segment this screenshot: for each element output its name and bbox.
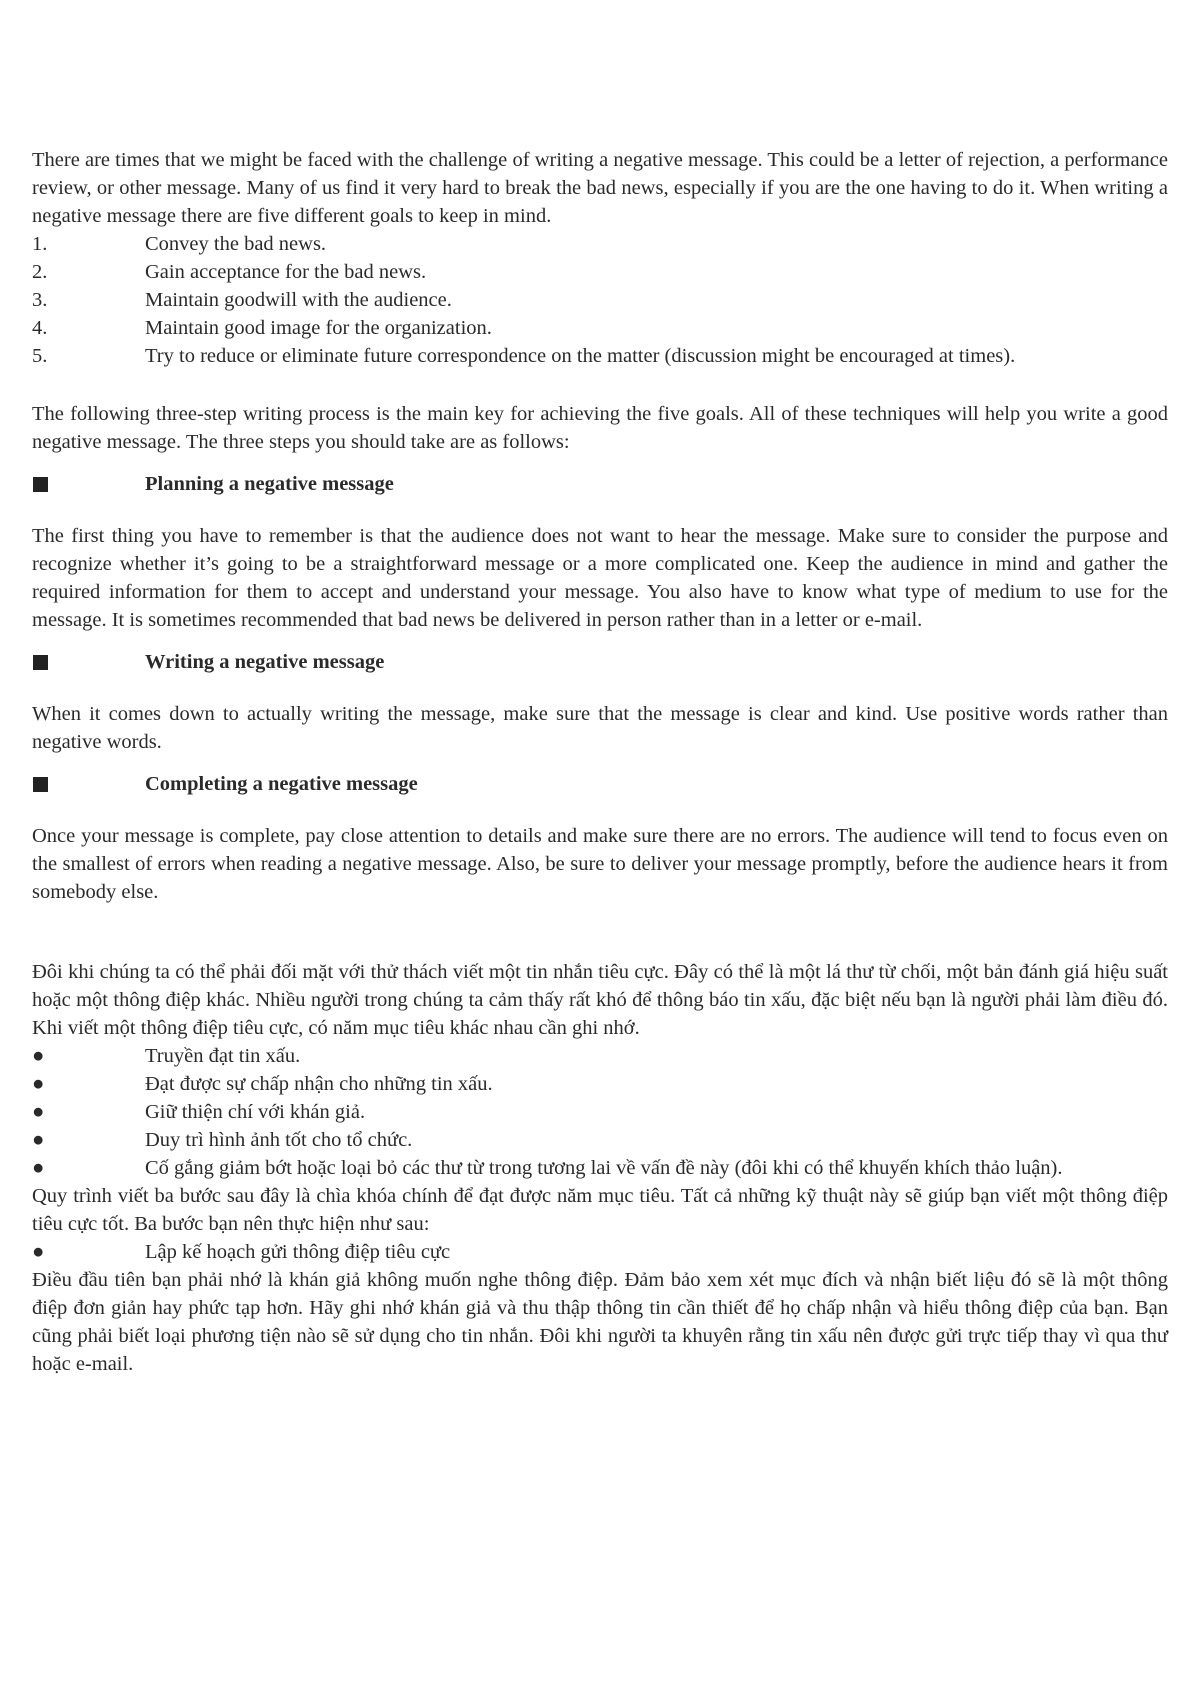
list-item-text: Giữ thiện chí với khán giả. bbox=[145, 1101, 366, 1123]
list-item bbox=[32, 1098, 1168, 1126]
bullet-dot-icon: ● bbox=[32, 1241, 45, 1263]
square-bullet-icon bbox=[33, 777, 48, 792]
vietnamese-planning-paragraph: Điều đầu tiên bạn phải nhớ là khán giả không muốn nghe thông điệp. Đảm bảo xem xét mục đích và nhận biết liệu đó sẽ là một thông điệp đơn giản hay phức tạp hơn. Hãy ghi nhớ khán giả và thu thập thông tin cần thiết để họ chấp nhận và hiểu thông điệp của bạn. Bạn cũng phải biết loại phương tiện nào sẽ sử dụng cho tin nhắn. Đôi khi người ta khuyên rằng tin xấu nên được gửi trực tiếp thay vì qua thư hoặc e-mail. bbox=[32, 1269, 1168, 1375]
list-item-text: Đạt được sự chấp nhận cho những tin xấu. bbox=[145, 1073, 493, 1095]
bullet-dot-icon: ● bbox=[32, 1045, 45, 1067]
vietnamese-goals-list bbox=[32, 1042, 1168, 1182]
vietnamese-intro-paragraph: Đôi khi chúng ta có thể phải đối mặt với thử thách viết một tin nhắn tiêu cực. Đây có thể là một lá thư từ chối, một bản đánh giá hiệu suất hoặc một thông điệp khác. Nhiều người trong chúng ta cảm thấy rất khó để thông báo tin xấu, đặc biệt nếu bạn là người phải làm điều đó. Khi viết một thông điệp tiêu cực, có năm mục tiêu khác nhau cần ghi nhớ. bbox=[32, 961, 1168, 1039]
list-item bbox=[32, 286, 1168, 314]
list-item-text: Gain acceptance for the bad news. bbox=[145, 261, 427, 283]
bullet-dot-icon: ● bbox=[32, 1101, 45, 1123]
list-item-text: Lập kế hoạch gửi thông điệp tiêu cực bbox=[145, 1241, 451, 1263]
list-item bbox=[32, 1154, 1168, 1182]
list-item bbox=[32, 314, 1168, 342]
square-bullet-icon bbox=[33, 477, 48, 492]
list-number: 5. bbox=[32, 345, 48, 367]
list-number: 3. bbox=[32, 289, 48, 311]
section-heading-text: Writing a negative message bbox=[145, 651, 385, 673]
writing-paragraph: When it comes down to actually writing the message, make sure that the message is clear and kind. Use positive words rather than negative words. bbox=[32, 703, 1168, 753]
list-item bbox=[32, 342, 1168, 370]
list-item-text: Maintain good image for the organization. bbox=[145, 317, 492, 339]
list-item-text: Maintain goodwill with the audience. bbox=[145, 289, 452, 311]
section-heading-completing bbox=[32, 770, 1168, 798]
list-item-text: Cố gắng giảm bớt hoặc loại bỏ các thư từ trong tương lai về vấn đề này (đôi khi có thể khuyến khích thảo luận). bbox=[145, 1157, 1063, 1179]
list-item-text: Truyền đạt tin xấu. bbox=[145, 1045, 301, 1067]
list-item-text: Convey the bad news. bbox=[145, 233, 327, 255]
list-item bbox=[32, 1042, 1168, 1070]
planning-paragraph: The first thing you have to remember is that the audience does not want to hear the message. Make sure to consider the purpose and recognize whether it’s going to be a straightforward message or a more complicated one. Keep the audience in mind and gather the required information for them to accept and understand your message. You also have to know what type of medium to use for the message. It is sometimes recommended that bad news be delivered in person rather than in a letter or e-mail. bbox=[32, 525, 1168, 631]
list-item bbox=[32, 258, 1168, 286]
bullet-dot-icon: ● bbox=[32, 1157, 45, 1179]
bullet-dot-icon: ● bbox=[32, 1129, 45, 1151]
section-heading-text: Completing a negative message bbox=[145, 773, 418, 795]
vietnamese-steps-list bbox=[32, 1238, 1168, 1266]
section-heading-writing bbox=[32, 648, 1168, 676]
list-number: 4. bbox=[32, 317, 48, 339]
vietnamese-process-paragraph: Quy trình viết ba bước sau đây là chìa khóa chính để đạt được năm mục tiêu. Tất cả những kỹ thuật này sẽ giúp bạn viết một thông điệp tiêu cực tốt. Ba bước bạn nên thực hiện như sau: bbox=[32, 1185, 1168, 1235]
completing-paragraph: Once your message is complete, pay close attention to details and make sure there are no errors. The audience will tend to focus even on the smallest of errors when reading a negative message. Also, be sure to deliver your message promptly, before the audience hears it from somebody else. bbox=[32, 825, 1168, 903]
goals-list bbox=[32, 230, 1168, 370]
list-number: 1. bbox=[32, 233, 48, 255]
list-item bbox=[32, 230, 1168, 258]
square-bullet-icon bbox=[33, 655, 48, 670]
list-item-text: Try to reduce or eliminate future correspondence on the matter (discussion might be encouraged at times). bbox=[145, 345, 1016, 367]
list-item bbox=[32, 1126, 1168, 1154]
process-paragraph: The following three-step writing process is the main key for achieving the five goals. All of these techniques will help you write a good negative message. The three steps you should take are as follows: bbox=[32, 403, 1168, 453]
list-item-text: Duy trì hình ảnh tốt cho tổ chức. bbox=[145, 1129, 413, 1151]
list-number: 2. bbox=[32, 261, 48, 283]
document-page bbox=[32, 146, 1168, 1378]
intro-paragraph: There are times that we might be faced with the challenge of writing a negative message. This could be a letter of rejection, a performance review, or other message. Many of us find it very hard to break the bad news, especially if you are the one having to do it. When writing a negative message there are five different goals to keep in mind. bbox=[32, 149, 1168, 227]
section-heading-text: Planning a negative message bbox=[145, 473, 394, 495]
list-item bbox=[32, 1070, 1168, 1098]
bullet-dot-icon: ● bbox=[32, 1073, 45, 1095]
section-heading-planning bbox=[32, 470, 1168, 498]
list-item bbox=[32, 1238, 1168, 1266]
